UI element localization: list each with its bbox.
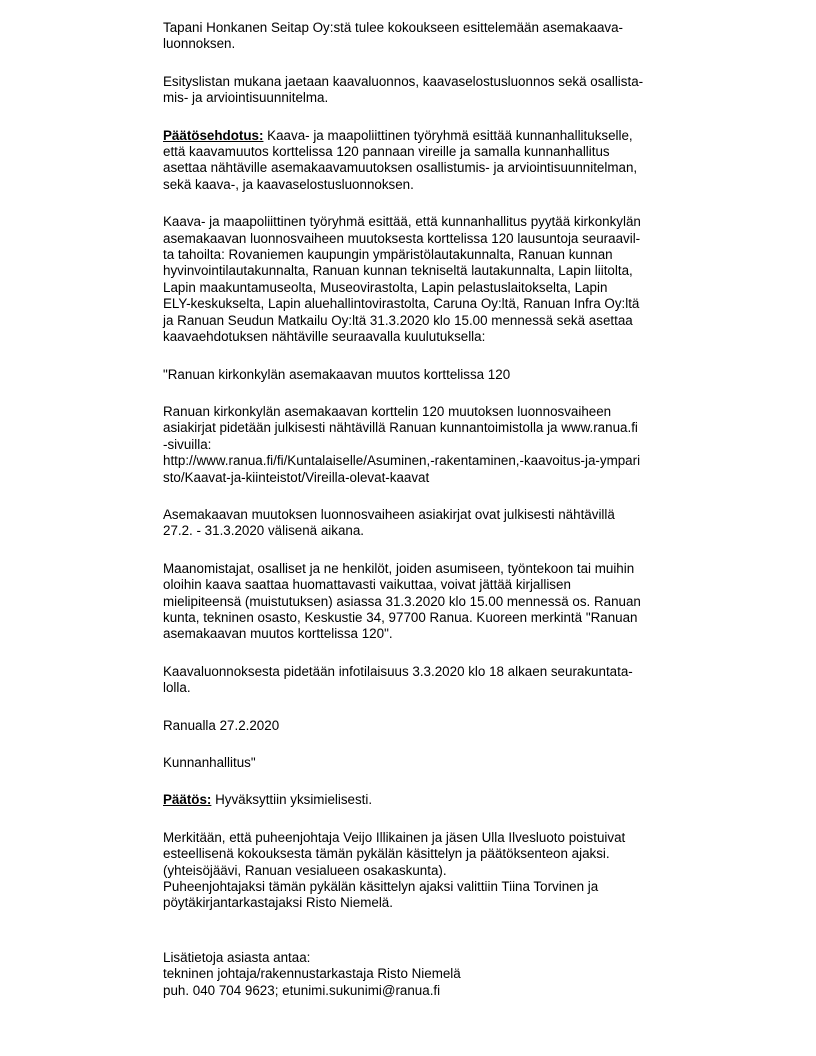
presentation-paragraph: Tapani Honkanen Seitap Oy:stä tulee kokoukseen esittelemään asemakaava- luonnoksen.	[163, 20, 624, 52]
decision-proposal-paragraph	[163, 128, 748, 194]
decision-proposal-text: Kaava- ja maapoliittinen työryhmä esittää kunnanhallitukselle, että kaavamuutos korttelissa 120 pannaan vireille ja samalla kunnanhallitus asettaa nähtäville asemakaavamuutoksen osallistumis- ja arviointisuunnitelman, sekä kaava-, ja kaavaselostusluonnoksen.	[163, 127, 638, 192]
announcement-title: "Ranuan kirkonkylän asemakaavan muutos korttelissa 120	[163, 366, 511, 382]
viewing-period-paragraph: Asemakaavan muutoksen luonnosvaiheen asiakirjat ovat julkisesti nähtävillä 27.2. - 31.3.2020 välisenä aikana.	[163, 506, 615, 539]
decision-paragraph	[163, 792, 748, 808]
info-session-paragraph: Kaavaluonnoksesta pidetään infotilaisuus 3.3.2020 klo 18 alkaen seurakuntata- lolla.	[163, 663, 633, 696]
opinions-paragraph: Maanomistajat, osalliset ja ne henkilöt, joiden asumiseen, työntekoon tai muihin oloihin kaava saattaa huomattavasti vaikuttaa, voivat jättää kirjallisen mielipiteensä (muistutuksen) asiassa 31.3.2020 klo 15.00 mennessä os. Ranuan kunta, tekninen osasto, Keskustie 34, 97700 Ranua. Kuoreen merkintä "Ranuan asemakaavan muutos korttelissa 120".	[163, 560, 641, 642]
statement-request-paragraph: Kaava- ja maapoliittinen työryhmä esittää, että kunnanhallitus pyytää kirkonkylän asemakaavan luonnosvaiheen muutoksesta korttelissa 120 lausuntoja seuraavil- ta tahoilta: Rovaniemen kaupungin ympäristölautakunnalta, Ranuan kunnan hyvinvointilautakunnalta, Ranuan kunnan tekniseltä lautakunnalta, Lapin liitolta, Lapin maakuntamuseolta, Museovirastolta, Lapin pelastuslaitokselta, Lapin ELY-keskukselta, Lapin aluehallintovirastolta, Caruna Oy:ltä, Ranuan Infra Oy:ltä ja Ranuan Seudun Matkailu Oy:ltä 31.3.2020 klo 15.00 mennessä sekä asettaa kaavaehdotuksen nähtäville seuraavalla kuulutuksella:	[163, 214, 641, 345]
place-date-line: Ranualla 27.2.2020	[163, 717, 280, 733]
attachments-paragraph: Esityslistan mukana jaetaan kaavaluonnos, kaavaselostusluonnos sekä osallista- mis- ja arviointisuunnitelma.	[163, 73, 644, 106]
availability-paragraph: Ranuan kirkonkylän asemakaavan korttelin 120 muutoksen luonnosvaiheen asiakirjat pidetään julkisesti nähtävillä Ranuan kunnantoimistolla ja www.ranua.fi -sivuilla: http://www.ranua.fi/fi/Kuntalaiselle/Asuminen,-rakentaminen,-kaavoitus-ja-ympari sto/Kaavat-ja-kiinteistot/Vireilla-olevat-kaavat	[163, 403, 641, 485]
spacer	[163, 912, 748, 950]
decision-label: Päätös:	[163, 792, 212, 808]
contact-info-paragraph: Lisätietoja asiasta antaa: tekninen johtaja/rakennustarkastaja Risto Niemelä puh. 040 704 9623; etunimi.sukunimi@ranua.fi	[163, 949, 461, 998]
recusal-paragraph: Merkitään, että puheenjohtaja Veijo Illikainen ja jäsen Ulla Ilvesluoto poistuivat esteellisenä kokouksesta tämän pykälän käsittelyn ja päätöksenteon ajaksi. (yhteisöjäävi, Ranuan vesialueen osakaskunta). Puheenjohtajaksi tämän pykälän käsittelyn ajaksi valittiin Tiina Torvinen ja pöytäkirjantarkastajaksi Risto Niemelä.	[163, 829, 626, 911]
document-page	[163, 20, 748, 999]
signature-line: Kunnanhallitus"	[163, 755, 256, 770]
decision-text: Hyväksyttiin yksimielisesti.	[211, 792, 373, 808]
decision-proposal-label: Päätösehdotus:	[163, 127, 264, 143]
